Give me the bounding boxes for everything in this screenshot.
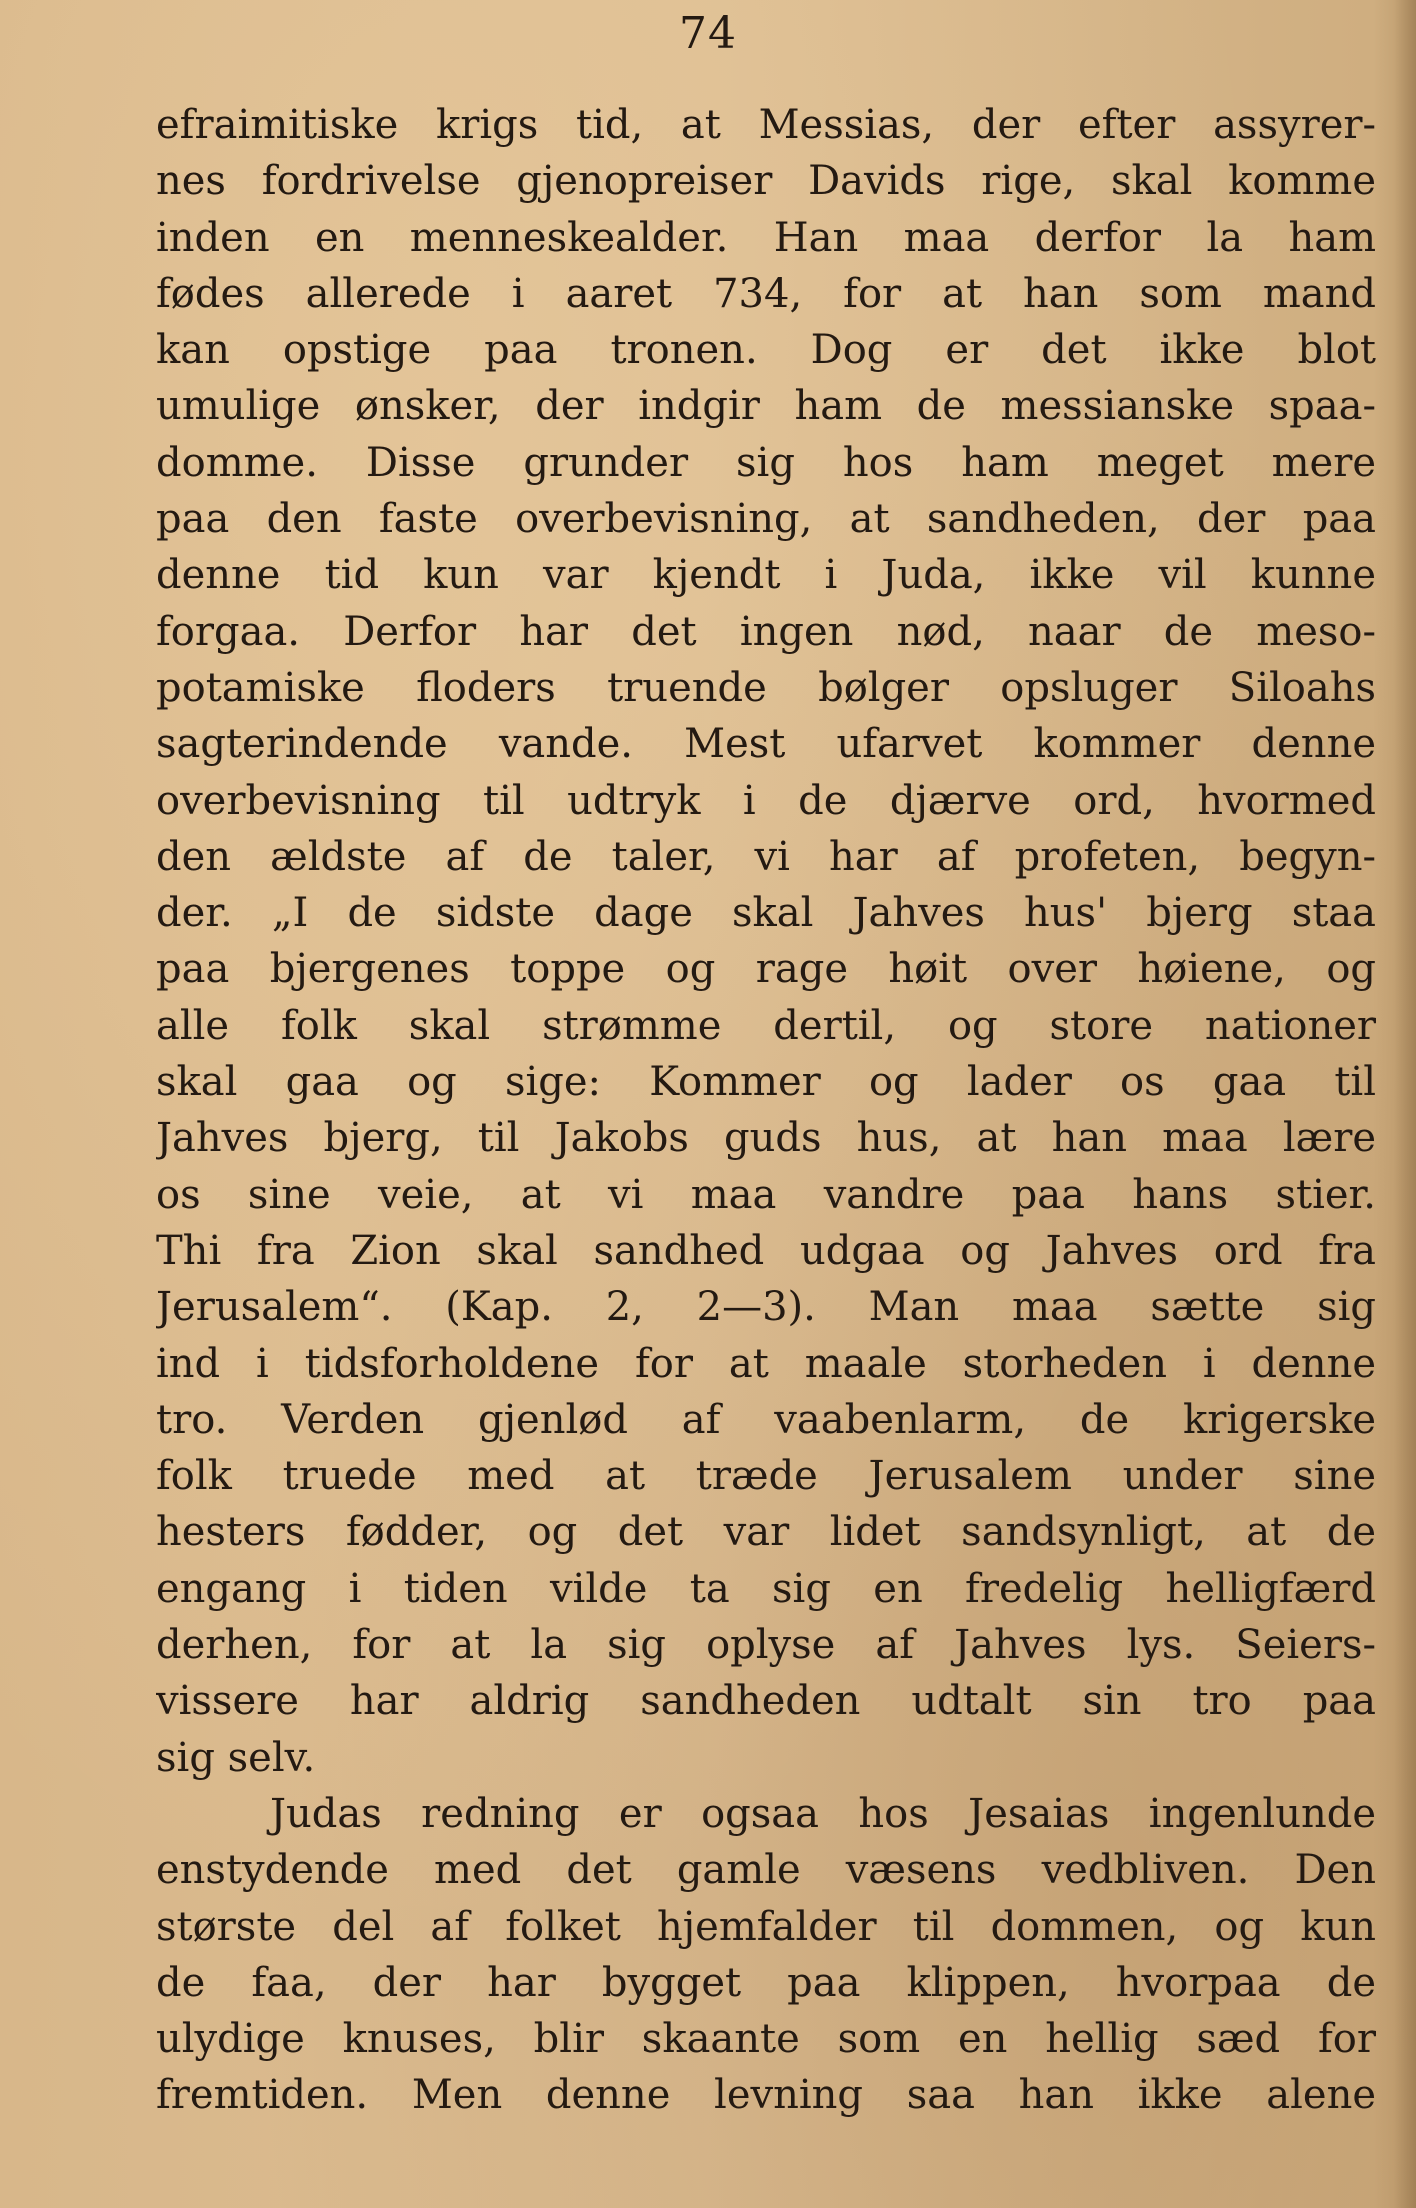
text-line: Jahves bjerg, til Jakobs guds hus, at han maa lære xyxy=(156,1115,1376,1162)
text-line: ind i tidsforholdene for at maale storheden i denne xyxy=(156,1340,1376,1387)
text-line: derhen, for at la sig oplyse af Jahves lys. Seiers- xyxy=(156,1622,1376,1669)
text-line: sagterindende vande. Mest ufarvet kommer denne xyxy=(156,721,1376,768)
text-line: overbevisning til udtryk i de djærve ord, hvormed xyxy=(156,777,1376,824)
paragraph xyxy=(156,1786,1376,2124)
text-line: Thi fra Zion skal sandhed udgaa og Jahves ord fra xyxy=(156,1227,1376,1274)
text-line: fremtiden. Men denne levning saa han ikke alene xyxy=(156,2072,1376,2119)
text-line: enstydende med det gamle væsens vedbliven. Den xyxy=(156,1847,1376,1894)
text-line: nes fordrivelse gjenopreiser Davids rige, skal komme xyxy=(156,158,1376,205)
text-line: paa bjergenes toppe og rage høit over høiene, og xyxy=(156,946,1376,993)
text-line: vissere har aldrig sandheden udtalt sin tro paa xyxy=(156,1678,1376,1725)
text-line: største del af folket hjemfalder til dommen, og kun xyxy=(156,1903,1376,1950)
page-edge-shadow xyxy=(1394,0,1416,2208)
paragraph xyxy=(156,97,1376,1786)
text-line: domme. Disse grunder sig hos ham meget mere xyxy=(156,439,1376,486)
text-line: alle folk skal strømme dertil, og store nationer xyxy=(156,1002,1376,1049)
text-line: umulige ønsker, der indgir ham de messianske spaa- xyxy=(156,383,1376,430)
text-line: paa den faste overbevisning, at sandheden, der paa xyxy=(156,496,1376,543)
text-line: os sine veie, at vi maa vandre paa hans stier. xyxy=(156,1171,1376,1218)
text-line: efraimitiske krigs tid, at Messias, der efter assyrer- xyxy=(156,102,1376,148)
text-line: forgaa. Derfor har det ingen nød, naar de meso- xyxy=(156,608,1376,655)
text-line: denne tid kun var kjendt i Juda, ikke vil kunne xyxy=(156,552,1376,599)
text-line: de faa, der har bygget paa klippen, hvorpaa de xyxy=(156,1959,1376,2006)
text-line: ulydige knuses, blir skaante som en hellig sæd for xyxy=(156,2016,1376,2063)
text-line: den ældste af de taler, vi har af profeten, begyn- xyxy=(156,833,1376,880)
text-line: skal gaa og sige: Kommer og lader os gaa til xyxy=(156,1059,1376,1106)
text-line: Judas redning er ogsaa hos Jesaias ingenlunde xyxy=(270,1790,1376,1837)
text-line: fødes allerede i aaret 734, for at han som mand xyxy=(156,270,1376,317)
text-line: folk truede med at træde Jerusalem under sine xyxy=(156,1453,1376,1500)
text-line: sig selv. xyxy=(156,1734,316,1781)
body-text xyxy=(156,97,1376,2124)
text-line: hesters fødder, og det var lidet sandsynligt, at de xyxy=(156,1509,1376,1556)
text-line: tro. Verden gjenlød af vaabenlarm, de krigerske xyxy=(156,1396,1376,1443)
text-line: kan opstige paa tronen. Dog er det ikke blot xyxy=(156,327,1376,374)
text-line: engang i tiden vilde ta sig en fredelig helligfærd xyxy=(156,1565,1376,1612)
text-line: der. „I de sidste dage skal Jahves hus' bjerg staa xyxy=(156,890,1376,937)
page-number: 74 xyxy=(679,8,737,59)
text-line: Jerusalem“. (Kap. 2, 2—3). Man maa sætte sig xyxy=(156,1284,1376,1331)
text-line: inden en menneskealder. Han maa derfor la ham xyxy=(156,214,1376,261)
text-line: potamiske floders truende bølger opsluger Siloahs xyxy=(156,664,1376,711)
